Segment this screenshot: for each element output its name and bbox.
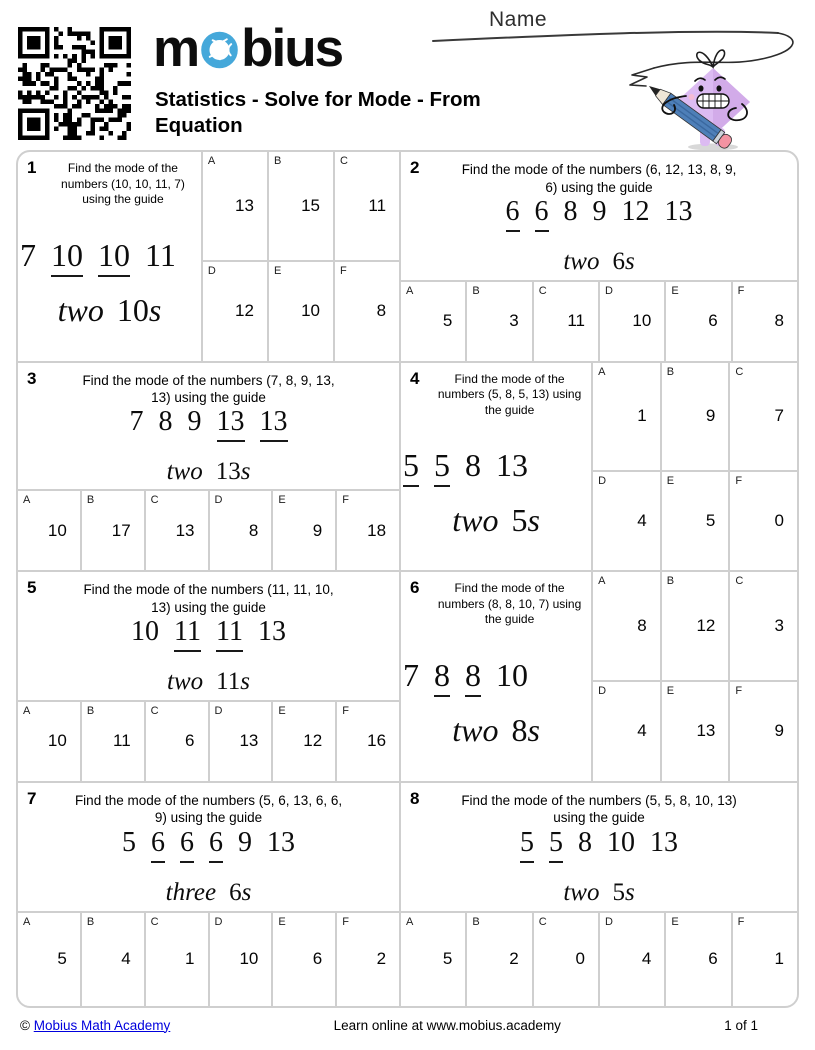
- choice-label: C: [735, 575, 744, 588]
- problem-7: [18, 783, 399, 1006]
- mode-value: [229, 880, 251, 905]
- choice-value: 8: [248, 520, 259, 540]
- choice-b[interactable]: [662, 572, 729, 680]
- choice-value: 7: [774, 406, 784, 426]
- choice-value: 1: [637, 406, 647, 426]
- equation-number-mode: 10: [51, 239, 83, 277]
- mode-value: [612, 880, 634, 905]
- copyright: [20, 1018, 170, 1033]
- choice-value: 6: [312, 949, 323, 969]
- choice-e[interactable]: [666, 913, 730, 1006]
- choice-d[interactable]: [210, 913, 272, 1006]
- choice-a[interactable]: [593, 363, 660, 471]
- page-footer: [0, 1008, 815, 1050]
- choice-label: D: [605, 915, 613, 928]
- mode-plural-suffix: s: [527, 501, 540, 538]
- choice-label: D: [605, 284, 613, 297]
- choice-value: 3: [509, 311, 519, 331]
- equation-number-mode: 5: [434, 449, 450, 487]
- choice-c[interactable]: [730, 363, 797, 471]
- choice-label: C: [339, 155, 348, 167]
- equation-number: 8: [578, 827, 593, 859]
- choice-label: B: [273, 155, 282, 167]
- equation-number: 13: [267, 827, 296, 859]
- equation-number: 11: [145, 236, 176, 273]
- choice-f[interactable]: [730, 682, 797, 780]
- choice-value: 11: [567, 311, 586, 331]
- problem-question: Find the mode of the numbers (7, 8, 9, 13, 13) using the guide: [82, 372, 335, 406]
- name-line: [433, 32, 793, 86]
- choice-d[interactable]: [210, 702, 272, 781]
- problem-2: [401, 152, 797, 361]
- mode-count-word: two: [563, 879, 600, 907]
- problem-number: 7: [27, 788, 37, 808]
- choice-e[interactable]: [662, 472, 729, 570]
- equation-number-mode: 6: [209, 829, 223, 863]
- choice-value: 3: [774, 616, 784, 636]
- equation-number: 7: [129, 406, 144, 438]
- mobius-logo-o-icon: [200, 25, 239, 64]
- choice-d[interactable]: [600, 282, 664, 361]
- problem-question: Find the mode of the numbers (10, 10, 11, 7) using the guide: [61, 161, 185, 207]
- sorted-numbers: [401, 656, 529, 697]
- choice-label: F: [737, 284, 745, 297]
- mode-plural-suffix: s: [624, 248, 635, 276]
- choice-value: 9: [705, 406, 716, 426]
- mode-count-word: two: [452, 711, 499, 748]
- choice-f[interactable]: [337, 491, 399, 570]
- choice-label: C: [735, 365, 744, 378]
- choice-label: A: [23, 704, 31, 717]
- choice-f[interactable]: [335, 262, 399, 360]
- problem-question: Find the mode of the numbers (5, 8, 5, 13) using the guide: [437, 371, 582, 417]
- answer-choices: [18, 700, 399, 781]
- choice-label: E: [273, 265, 282, 278]
- choice-e[interactable]: [666, 282, 730, 361]
- equation-number: 9: [238, 827, 253, 859]
- mode-answer: [452, 711, 540, 748]
- choice-a[interactable]: [203, 152, 267, 260]
- equation-area: [18, 827, 399, 911]
- mobius-math-academy-link[interactable]: Mobius Math Academy: [33, 1017, 171, 1033]
- choice-e[interactable]: [662, 682, 729, 780]
- choice-label: B: [666, 575, 675, 588]
- choice-label: A: [598, 575, 606, 588]
- choice-f[interactable]: [337, 702, 399, 781]
- qr-code-image: [18, 27, 131, 140]
- equation-number: 7: [403, 656, 420, 693]
- answer-choices: [401, 911, 797, 1006]
- choice-label: C: [150, 494, 159, 507]
- choice-a[interactable]: [18, 702, 80, 781]
- choice-value: 4: [637, 721, 647, 741]
- choice-value: 5: [442, 949, 453, 969]
- choice-value: 12: [235, 301, 254, 321]
- choice-label: A: [207, 155, 216, 167]
- answer-choices: [18, 489, 399, 570]
- problem-3: [18, 363, 399, 571]
- mode-number: 6: [229, 879, 242, 907]
- choice-a[interactable]: [401, 913, 465, 1006]
- choice-label: E: [278, 704, 286, 717]
- mode-plural-suffix: s: [527, 711, 540, 748]
- equation-number: 8: [465, 446, 482, 483]
- equation-number: 5: [122, 827, 137, 859]
- logo-text-m: m: [153, 19, 199, 78]
- mode-plural-suffix: s: [148, 291, 162, 328]
- equation-area: [18, 617, 399, 700]
- equation-number-mode: 6: [180, 829, 194, 863]
- choice-label: B: [472, 915, 480, 928]
- choice-f[interactable]: [730, 472, 797, 570]
- equation-number: 7: [20, 236, 36, 273]
- choice-label: E: [278, 494, 286, 507]
- equation-number: 13: [664, 196, 693, 228]
- equation-number: 9: [592, 196, 607, 228]
- equation-area: [401, 827, 797, 911]
- mode-number: 6: [612, 248, 625, 276]
- choice-value: 13: [239, 731, 259, 751]
- choice-b[interactable]: [269, 152, 333, 260]
- mode-value: [116, 291, 162, 328]
- choice-a[interactable]: [18, 913, 80, 1006]
- mode-count-word: two: [57, 291, 104, 328]
- equation-number-mode: 5: [403, 449, 419, 487]
- choice-value: 8: [774, 311, 784, 331]
- choice-d[interactable]: [203, 262, 267, 360]
- choice-f[interactable]: [733, 913, 797, 1006]
- choice-d[interactable]: [593, 472, 660, 570]
- sorted-numbers: [401, 446, 529, 487]
- choice-value: 12: [303, 731, 323, 751]
- qr-code: [18, 27, 131, 140]
- answer-choices: [401, 280, 797, 361]
- choice-e[interactable]: [269, 262, 333, 360]
- choice-label: D: [598, 685, 607, 698]
- choice-b[interactable]: [82, 913, 144, 1006]
- choice-value: 9: [312, 520, 323, 540]
- equation-number: 13: [257, 616, 286, 648]
- choice-c[interactable]: [146, 913, 208, 1006]
- mode-value: [216, 669, 250, 694]
- choice-value: 13: [235, 196, 254, 216]
- choice-label: B: [86, 915, 95, 928]
- choice-c[interactable]: [534, 282, 598, 361]
- choice-value: 2: [376, 949, 387, 969]
- problems-grid: [16, 150, 799, 1008]
- choice-a[interactable]: [18, 491, 80, 570]
- choice-label: A: [23, 915, 31, 928]
- choice-label: F: [339, 265, 347, 278]
- choice-value: 5: [705, 511, 716, 531]
- equation-area: [401, 628, 591, 781]
- choice-label: B: [666, 365, 675, 378]
- choice-d[interactable]: [600, 913, 664, 1006]
- choice-value: 0: [575, 949, 586, 969]
- choice-value: 0: [774, 511, 784, 531]
- choice-label: E: [671, 915, 679, 928]
- choice-value: 4: [637, 511, 647, 531]
- sorted-numbers: [130, 408, 288, 442]
- problem-number: 1: [27, 158, 37, 177]
- footer-center-text: Learn online at www.mobius.academy: [333, 1017, 561, 1033]
- choice-c[interactable]: [335, 152, 399, 260]
- answer-choices: [201, 152, 399, 361]
- mode-count-word: two: [166, 458, 203, 486]
- choice-label: E: [666, 685, 675, 698]
- choice-label: D: [207, 265, 216, 278]
- choice-label: E: [671, 284, 679, 297]
- choice-label: A: [406, 915, 414, 928]
- choice-c[interactable]: [730, 572, 797, 680]
- copyright-symbol: ©: [20, 1017, 30, 1033]
- equation-number-mode: 5: [520, 829, 534, 863]
- choice-value: 10: [47, 731, 67, 751]
- mode-answer: [166, 880, 252, 905]
- mode-number: 10: [116, 291, 149, 328]
- mascot: [645, 50, 750, 150]
- mode-answer: [57, 291, 162, 328]
- choice-label: F: [735, 475, 743, 488]
- choice-label: F: [342, 494, 349, 507]
- choice-label: D: [214, 494, 223, 507]
- mode-plural-suffix: s: [240, 458, 251, 486]
- choice-b[interactable]: [662, 363, 729, 471]
- choice-label: C: [150, 915, 159, 928]
- choice-value: 15: [301, 196, 320, 216]
- worksheet-header: [0, 0, 815, 150]
- mode-answer: [563, 249, 634, 274]
- choice-b[interactable]: [467, 282, 531, 361]
- choice-value: 8: [376, 301, 387, 321]
- choice-label: D: [598, 475, 607, 488]
- equation-number-mode: 13: [217, 408, 245, 442]
- equation-area: [18, 208, 201, 361]
- sorted-numbers: [506, 198, 693, 232]
- equation-area: [18, 407, 399, 489]
- choice-f[interactable]: [337, 913, 399, 1006]
- choice-value: 11: [368, 196, 387, 216]
- choice-value: 10: [632, 311, 652, 331]
- choice-value: 12: [696, 616, 716, 636]
- mode-count-word: two: [452, 501, 499, 538]
- sorted-numbers: [520, 829, 678, 863]
- problem-number: 6: [410, 578, 420, 598]
- choice-label: A: [598, 365, 606, 378]
- equation-number-mode: 6: [506, 198, 520, 232]
- choice-c[interactable]: [534, 913, 598, 1006]
- choice-b[interactable]: [82, 702, 144, 781]
- question-side: [18, 152, 201, 361]
- choice-a[interactable]: [593, 572, 660, 680]
- choice-label: A: [23, 494, 31, 507]
- answer-choices: [591, 572, 797, 781]
- choice-d[interactable]: [593, 682, 660, 780]
- equation-number-mode: 6: [535, 198, 549, 232]
- problem-question: Find the mode of the numbers (11, 11, 10, 13) using the guide: [83, 582, 334, 615]
- equation-number: 10: [131, 616, 160, 648]
- choice-label: A: [406, 284, 414, 297]
- problem-4: [401, 363, 797, 571]
- choice-b[interactable]: [82, 491, 144, 570]
- choice-label: C: [538, 284, 547, 297]
- mode-plural-suffix: s: [624, 879, 635, 907]
- equation-number-mode: 8: [465, 659, 481, 697]
- problem-number: 5: [27, 578, 37, 598]
- problem-1: [18, 152, 399, 361]
- choice-label: C: [538, 915, 547, 928]
- equation-number: 13: [650, 827, 679, 859]
- problem-question: Find the mode of the numbers (6, 12, 13, 8, 9, 6) using the guide: [461, 162, 737, 195]
- choice-value: 6: [708, 949, 718, 969]
- mode-value: [612, 249, 634, 274]
- equation-number-mode: 8: [434, 659, 450, 697]
- choice-value: 2: [509, 949, 519, 969]
- choice-label: F: [342, 915, 349, 928]
- equation-number: 8: [563, 196, 578, 228]
- choice-label: D: [214, 704, 223, 717]
- choice-c[interactable]: [146, 702, 208, 781]
- choice-label: B: [86, 494, 95, 507]
- choice-value: 5: [57, 949, 67, 969]
- mode-number: 11: [216, 668, 241, 696]
- choice-value: 10: [239, 949, 259, 969]
- page-number: 1 of 1: [724, 1017, 758, 1033]
- choice-value: 1: [774, 949, 784, 969]
- question-side: [401, 572, 591, 781]
- answer-choices: [18, 911, 399, 1006]
- mode-number: 5: [511, 501, 528, 538]
- mode-value: [511, 711, 540, 748]
- choice-value: 16: [367, 731, 387, 751]
- logo-text-rest: bius: [241, 19, 343, 78]
- choice-label: E: [278, 915, 286, 928]
- mode-number: 8: [511, 711, 528, 748]
- equation-number: 12: [621, 196, 650, 228]
- choice-value: 9: [774, 721, 784, 741]
- choice-a[interactable]: [401, 282, 465, 361]
- answer-choices: [591, 363, 797, 571]
- choice-value: 4: [121, 949, 131, 969]
- equation-area: [401, 418, 591, 570]
- choice-f[interactable]: [733, 282, 797, 361]
- choice-value: 5: [442, 311, 453, 331]
- worksheet-title: Statistics - Solve for Mode - From Equation: [155, 88, 481, 138]
- choice-value: 18: [367, 520, 387, 540]
- choice-value: 8: [637, 616, 647, 636]
- equation-number-mode: 11: [174, 618, 201, 652]
- equation-number: 10: [607, 827, 636, 859]
- sorted-numbers: [18, 236, 176, 277]
- choice-value: 1: [185, 949, 195, 969]
- choice-e[interactable]: [273, 702, 335, 781]
- mode-count-word: two: [167, 668, 204, 696]
- choice-label: B: [86, 704, 95, 717]
- choice-value: 17: [111, 520, 131, 540]
- problem-number: 3: [27, 368, 37, 388]
- problem-6: [401, 572, 797, 781]
- mode-answer: [452, 501, 540, 538]
- mode-answer: [167, 459, 251, 484]
- problem-number: 8: [410, 788, 420, 808]
- choice-value: 6: [185, 731, 195, 751]
- choice-value: 11: [113, 731, 131, 751]
- problem-8: [401, 783, 797, 1006]
- choice-label: B: [472, 284, 480, 297]
- equation-area: [401, 197, 797, 280]
- mode-answer: [167, 669, 250, 694]
- equation-number-mode: 6: [151, 829, 165, 863]
- name-label: Name: [489, 8, 548, 31]
- sorted-numbers: [131, 618, 286, 652]
- mode-count-word: three: [165, 879, 217, 907]
- choice-label: D: [214, 915, 223, 928]
- equation-number-mode: 11: [216, 618, 243, 652]
- choice-label: C: [150, 704, 159, 717]
- equation-number-mode: 10: [98, 239, 130, 277]
- mode-number: 13: [215, 458, 241, 486]
- choice-label: F: [342, 704, 349, 717]
- mode-value: [511, 501, 540, 538]
- mobius-logo: [153, 19, 343, 78]
- choice-d[interactable]: [210, 491, 272, 570]
- mode-value: [216, 459, 251, 484]
- choice-label: F: [737, 915, 745, 928]
- equation-number: 9: [187, 406, 202, 438]
- problem-question: Find the mode of the numbers (5, 6, 13, 6, 6, 9) using the guide: [74, 792, 343, 826]
- equation-number: 8: [158, 406, 173, 438]
- question-side: [401, 363, 591, 571]
- equation-number-mode: 5: [549, 829, 563, 863]
- choice-value: 6: [708, 311, 718, 331]
- sorted-numbers: [122, 829, 295, 863]
- equation-number-mode: 13: [260, 408, 288, 442]
- choice-label: E: [666, 475, 675, 488]
- problem-number: 4: [410, 368, 420, 388]
- choice-value: 13: [175, 520, 195, 540]
- problem-question: Find the mode of the numbers (8, 8, 10, 7) using the guide: [437, 581, 582, 627]
- choice-e[interactable]: [273, 913, 335, 1006]
- mode-number: 5: [612, 879, 625, 907]
- choice-c[interactable]: [146, 491, 208, 570]
- choice-value: 13: [696, 721, 716, 741]
- choice-label: F: [735, 685, 743, 698]
- problem-5: [18, 572, 399, 781]
- equation-number: 10: [496, 656, 529, 693]
- problem-question: Find the mode of the numbers (5, 5, 8, 10, 13) using the guide: [461, 792, 737, 826]
- choice-b[interactable]: [467, 913, 531, 1006]
- mode-answer: [563, 880, 634, 905]
- mode-plural-suffix: s: [240, 668, 250, 696]
- mode-plural-suffix: s: [241, 879, 252, 907]
- choice-e[interactable]: [273, 491, 335, 570]
- choice-value: 10: [47, 520, 67, 540]
- problem-number: 2: [410, 158, 420, 177]
- choice-value: 4: [641, 949, 652, 969]
- choice-value: 10: [301, 301, 320, 321]
- mode-count-word: two: [563, 248, 600, 276]
- equation-number: 13: [496, 446, 529, 483]
